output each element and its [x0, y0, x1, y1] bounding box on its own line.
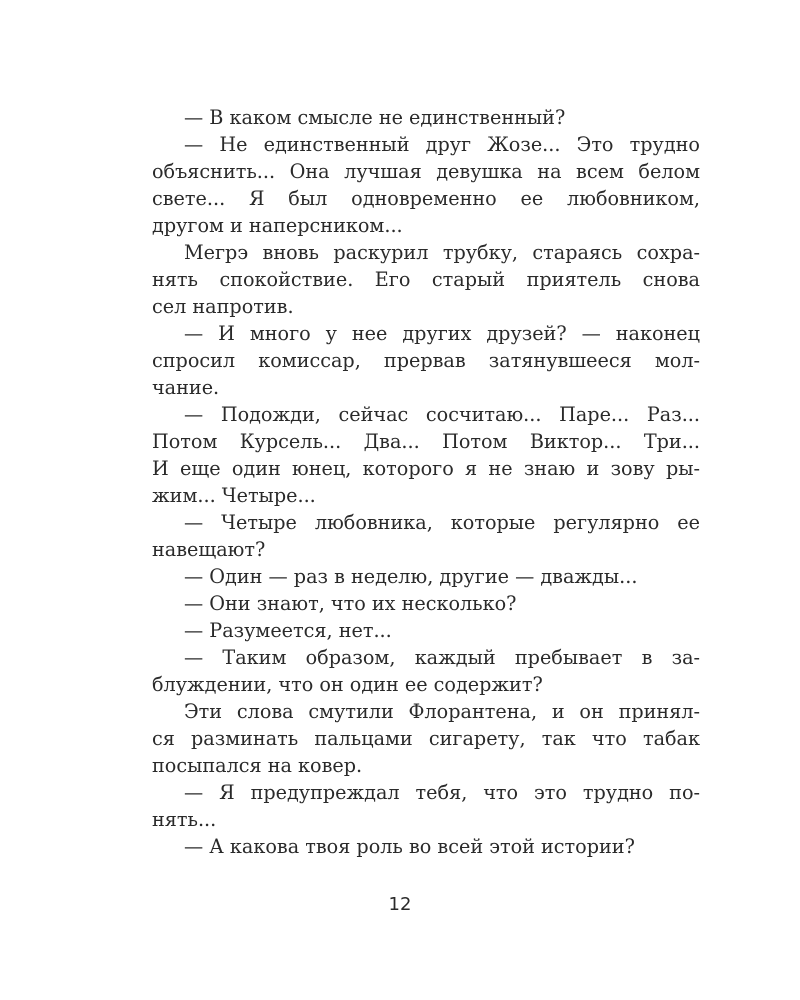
- text-line: нять...: [152, 808, 217, 831]
- text-line: — И много у нее других друзей? — наконец: [184, 322, 700, 345]
- text-line: — Я предупреждал тебя, что это трудно по-: [184, 781, 700, 804]
- text-line: — Разумеется, нет...: [184, 619, 392, 642]
- text-line: И еще один юнец, которого я не знаю и зову ры-: [152, 457, 700, 480]
- text-line: посыпался на ковер.: [152, 754, 363, 777]
- text-line: спросил комиссар, прервав затянувшееся мол-: [152, 349, 700, 372]
- text-line: другом и наперсником...: [152, 214, 403, 237]
- text-line: объяснить... Она лучшая девушка на всем белом: [152, 160, 700, 183]
- body-text: [152, 104, 700, 860]
- text-line: навещают?: [152, 538, 266, 561]
- text-line: Потом Курсель... Два... Потом Виктор... Три...: [152, 430, 700, 453]
- text-line: Эти слова смутили Флорантена, и он принял-: [184, 700, 700, 723]
- text-line: — Они знают, что их несколько?: [184, 592, 517, 615]
- text-line: — Таким образом, каждый пребывает в за-: [184, 646, 700, 669]
- text-line: — Не единственный друг Жозе... Это трудно: [184, 133, 700, 156]
- text-line: — А какова твоя роль во всей этой истории?: [184, 835, 635, 858]
- text-line: ся разминать пальцами сигарету, так что табак: [152, 727, 700, 750]
- text-line: — В каком смысле не единственный?: [184, 106, 566, 129]
- text-line: блуждении, что он один ее содержит?: [152, 673, 543, 696]
- text-line: — Подожди, сейчас сосчитаю... Паре... Раз...: [184, 403, 700, 426]
- text-line: — Четыре любовника, которые регулярно ее: [184, 511, 700, 534]
- text-line: чание.: [152, 376, 220, 399]
- text-line: нять спокойствие. Его старый приятель снова: [152, 268, 700, 291]
- text-line: жим... Четыре...: [152, 484, 316, 507]
- text-line: сел напротив.: [152, 295, 294, 318]
- text-line: Мегрэ вновь раскурил трубку, стараясь сохра-: [184, 241, 700, 264]
- text-line: — Один — раз в неделю, другие — дважды...: [184, 565, 638, 588]
- text-line: свете... Я был одновременно ее любовником,: [152, 187, 700, 210]
- page-number: 12: [388, 894, 412, 915]
